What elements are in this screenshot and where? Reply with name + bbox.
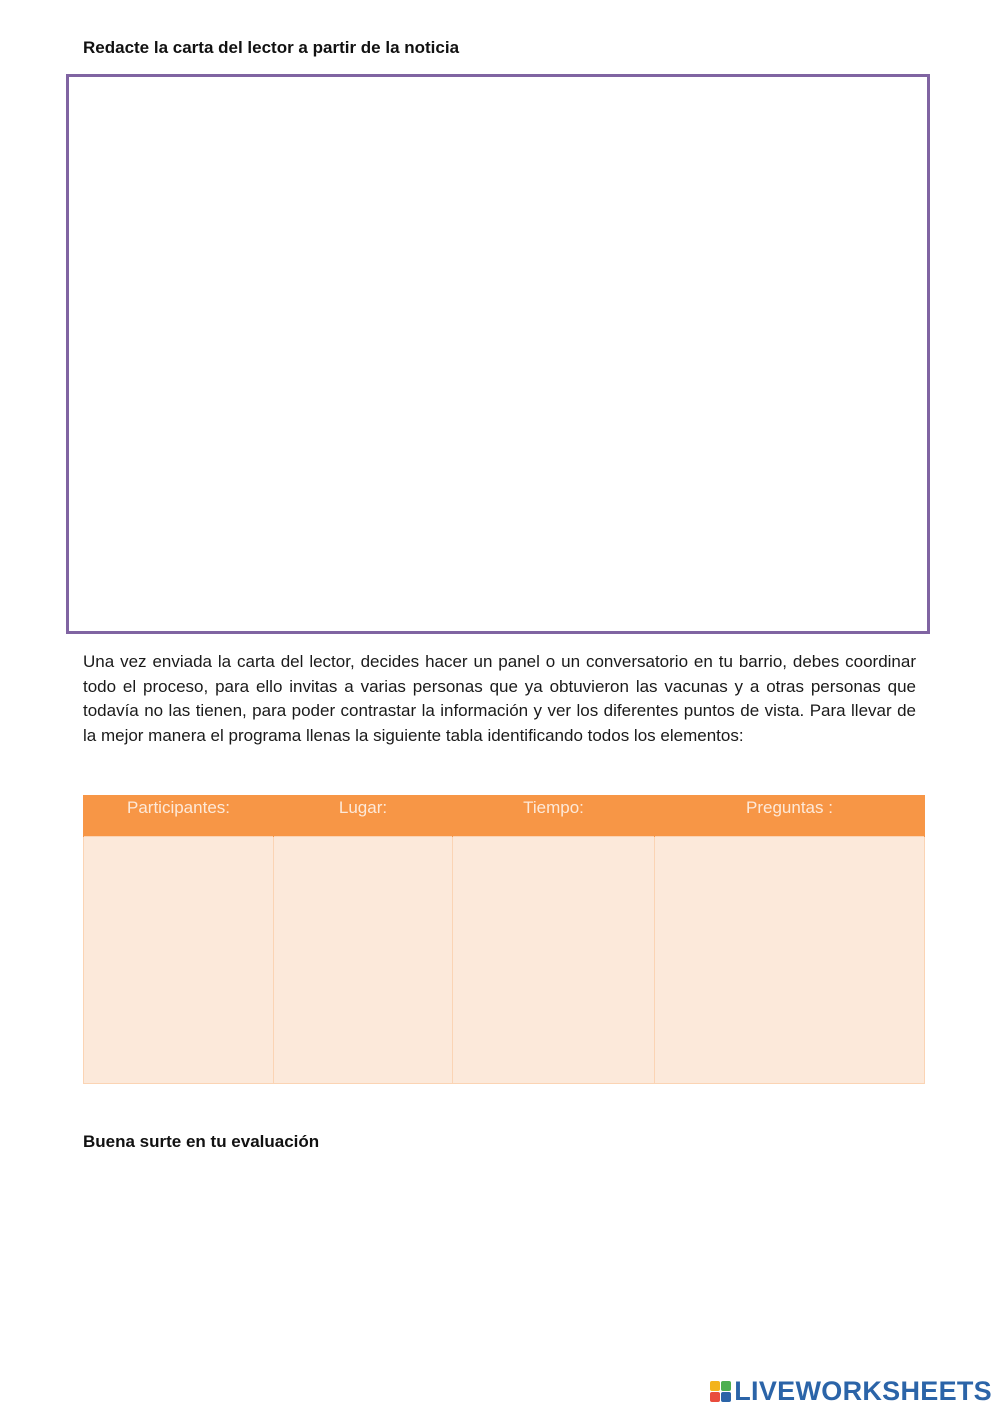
header-lugar: Lugar: [274,795,453,837]
instructions-paragraph: Una vez enviada la carta del lector, decides hacer un panel o un conversatorio en tu barrio, debes coordinar todo el proceso, para ello invitas a varias personas que ya obtuvieron las vacunas y a otras personas que todavía no las tienen, para poder contrastar la información y ver los diferentes puntos de vista. Para llevar de la mejor manera el programa llenas la siguiente tabla identificando todos los elementos: [83,652,916,745]
closing-text: Buena surte en tu evaluación [83,1132,320,1151]
letter-answer-box[interactable] [66,74,930,634]
cell-lugar-input[interactable] [274,837,453,1084]
table-row [84,837,925,1084]
watermark-text: LIVEWORKSHEETS [734,1376,992,1406]
header-tiempo: Tiempo: [453,795,655,837]
planning-table [83,795,925,1084]
header-preguntas: Preguntas : [655,795,925,837]
header-participantes: Participantes: [84,795,274,837]
cell-preguntas-input[interactable] [655,837,925,1084]
cell-tiempo-input[interactable] [453,837,655,1084]
liveworksheets-logo-icon [710,1381,731,1402]
liveworksheets-watermark [710,1376,992,1407]
cell-participantes-input[interactable] [84,837,274,1084]
letter-heading: Redacte la carta del lector a partir de la noticia [83,38,460,57]
table-header-row [84,795,925,837]
